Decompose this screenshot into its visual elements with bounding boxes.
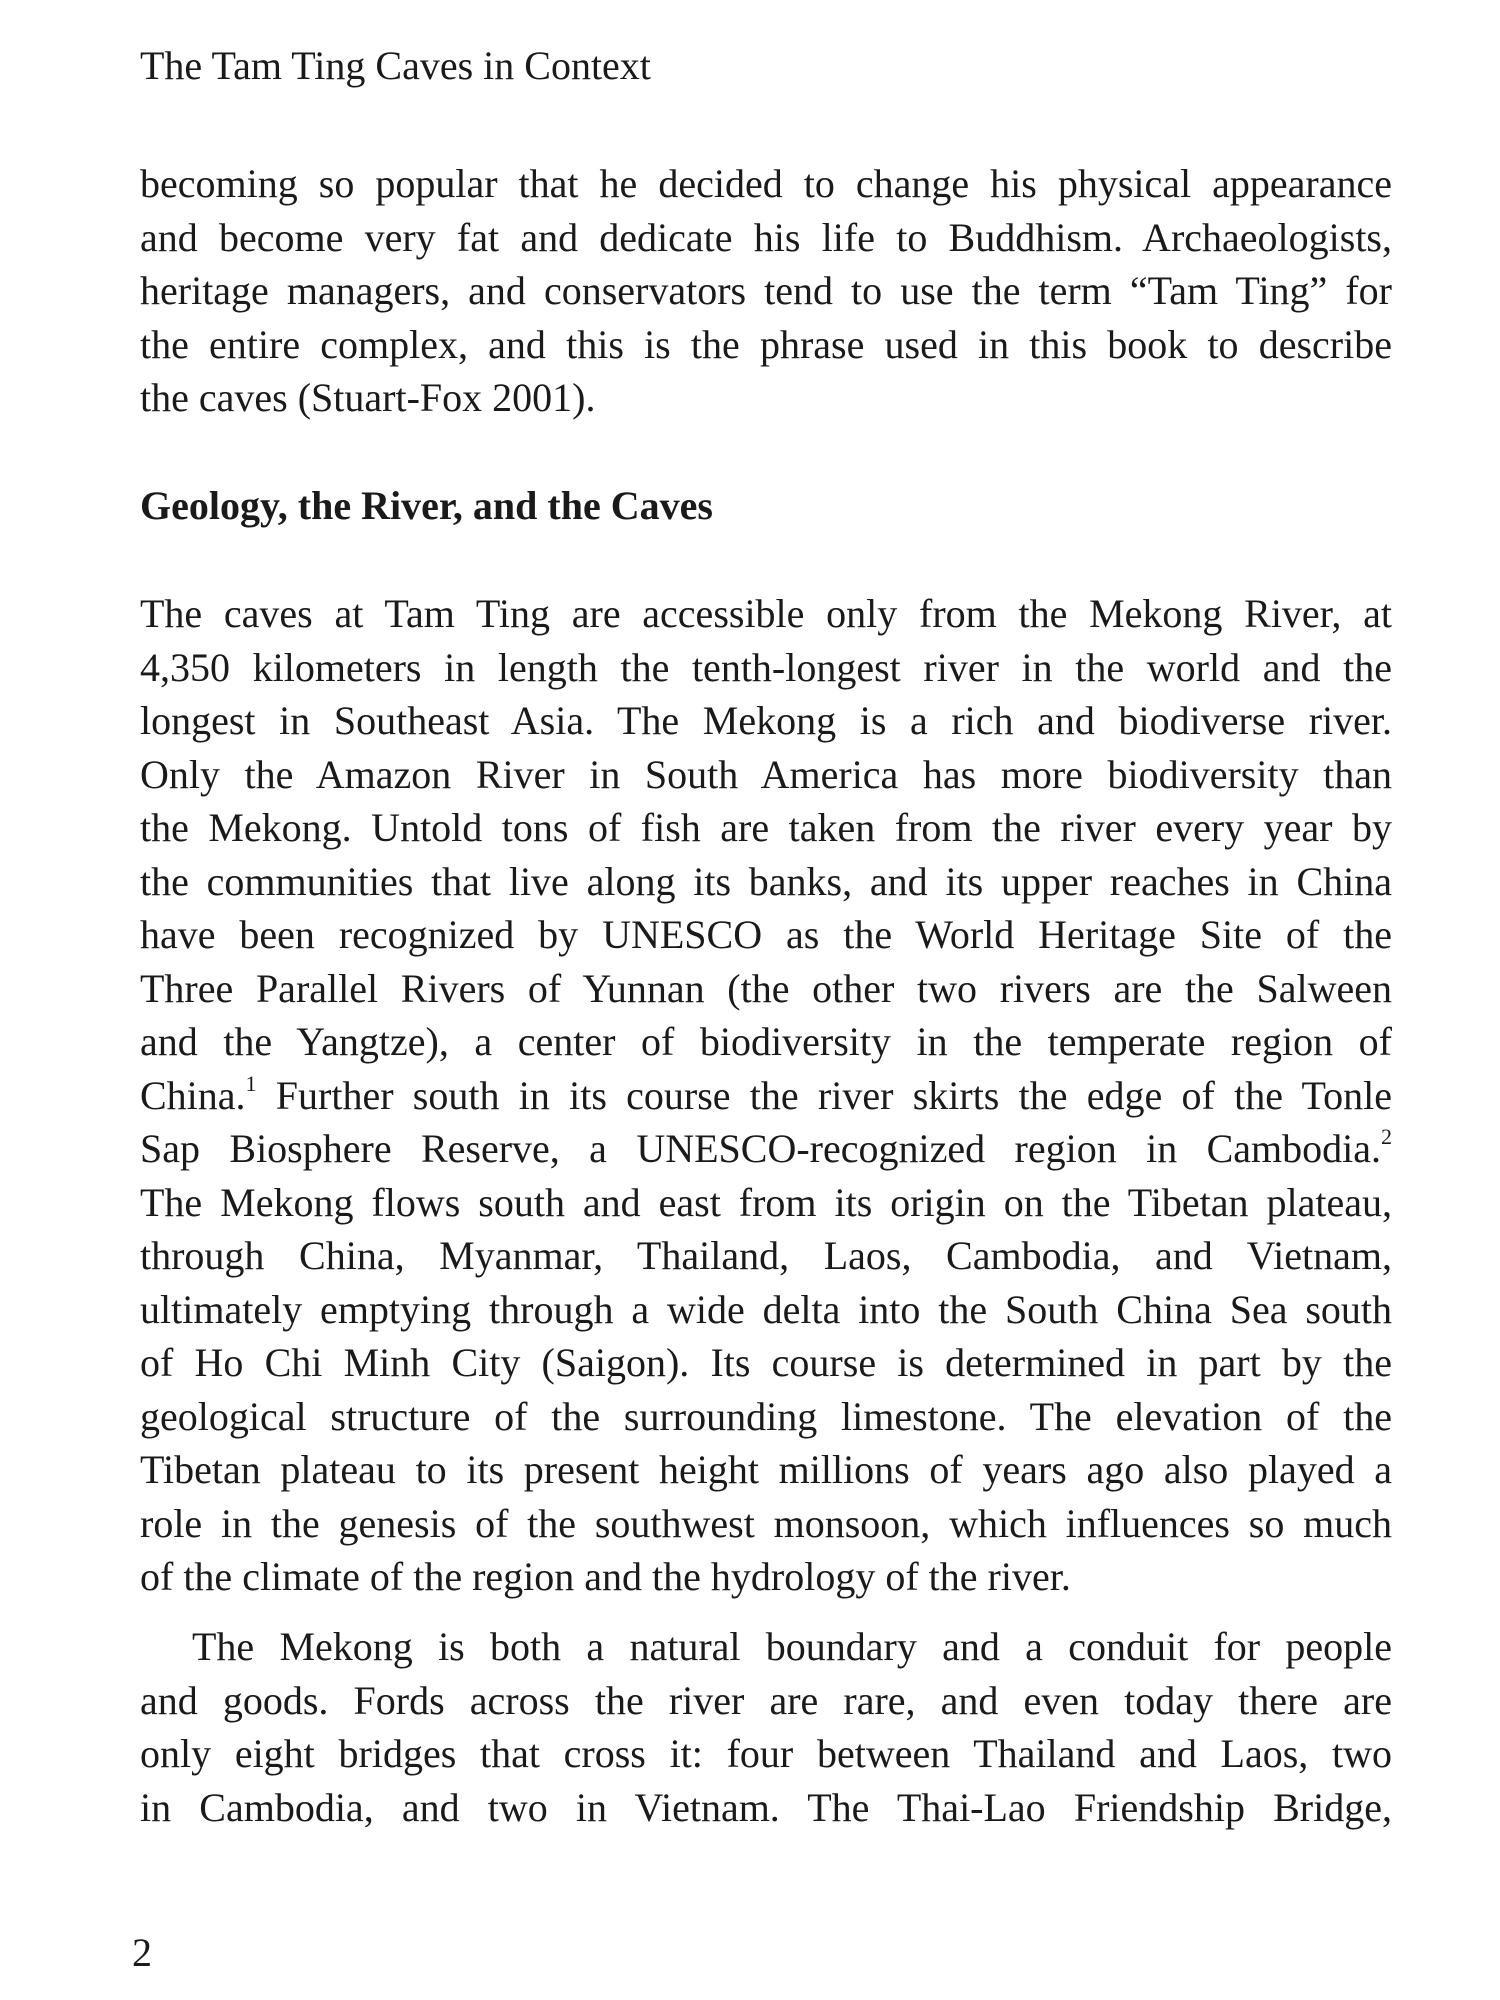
section-heading: Geology, the River, and the Caves xyxy=(140,483,713,528)
text-line: have been recognized by UNESCO as the World Heritage Site of the xyxy=(140,912,1392,957)
text-line: The Mekong is both a natural boundary and a conduit for people xyxy=(192,1624,1392,1669)
paragraph-boundary xyxy=(140,1620,1392,1834)
text-line-with-footnote xyxy=(140,1069,1392,1123)
text-line: longest in Southeast Asia. The Mekong is a rich and biodiverse river. xyxy=(140,698,1392,743)
text-line: Tibetan plateau to its present height millions of years ago also played a xyxy=(140,1447,1392,1492)
text-line: in Cambodia, and two in Vietnam. The Thai-Lao Friendship Bridge, xyxy=(140,1784,1392,1830)
text-segment: China. xyxy=(140,1072,246,1118)
text-line: The Mekong flows south and east from its origin on the Tibetan plateau, xyxy=(140,1179,1392,1225)
text-segment: Further south in its course the river skirts the edge of the Tonle xyxy=(256,1072,1392,1118)
text-line: heritage managers, and conservators tend to use the term “Tam Ting” for xyxy=(140,268,1392,313)
text-line: through China, Myanmar, Thailand, Laos, Cambodia, and Vietnam, xyxy=(140,1233,1392,1278)
text-line: becoming so popular that he decided to change his physical appearance xyxy=(140,161,1392,206)
text-segment: Sap Biosphere Reserve, a UNESCO-recognized region in Cambodia. xyxy=(140,1126,1381,1171)
text-line: the communities that live along its banks, and its upper reaches in China xyxy=(140,858,1392,904)
text-line: and the Yangtze), a center of biodiversity in the temperate region of xyxy=(140,1019,1392,1064)
text-line: The caves at Tam Ting are accessible only from the Mekong River, at xyxy=(140,591,1392,636)
text-line: the caves (Stuart-Fox 2001). xyxy=(140,375,596,420)
footnote-marker: 2 xyxy=(1381,1124,1392,1149)
paragraph-continuation xyxy=(140,157,1392,425)
text-line: of Ho Chi Minh City (Saigon). Its course is determined in part by the xyxy=(140,1340,1392,1385)
footnote-marker: 1 xyxy=(245,1070,257,1096)
text-line: 4,350 kilometers in length the tenth-longest river in the world and the xyxy=(140,644,1392,690)
text-line-with-footnote xyxy=(140,1122,1392,1176)
running-head: The Tam Ting Caves in Context xyxy=(140,43,651,88)
text-line: and goods. Fords across the river are rare, and even today there are xyxy=(140,1677,1392,1723)
text-line: ultimately emptying through a wide delta into the South China Sea south xyxy=(140,1286,1392,1332)
text-line: geological structure of the surrounding limestone. The elevation of the xyxy=(140,1393,1392,1439)
paragraph-mekong-river xyxy=(140,587,1392,1604)
text-line: role in the genesis of the southwest monsoon, which influences so much xyxy=(140,1500,1392,1546)
text-line: the entire complex, and this is the phrase used in this book to describe xyxy=(140,321,1392,367)
page-number: 2 xyxy=(132,1930,152,1975)
text-line: of the climate of the region and the hydrology of the river. xyxy=(140,1554,1071,1599)
text-line: the Mekong. Untold tons of fish are taken from the river every year by xyxy=(140,805,1392,850)
text-line: only eight bridges that cross it: four between Thailand and Laos, two xyxy=(140,1731,1392,1776)
text-line: Three Parallel Rivers of Yunnan (the other two rivers are the Salween xyxy=(140,965,1392,1011)
text-line: Only the Amazon River in South America has more biodiversity than xyxy=(140,751,1392,797)
text-line: and become very fat and dedicate his life to Buddhism. Archaeologists, xyxy=(140,214,1392,260)
